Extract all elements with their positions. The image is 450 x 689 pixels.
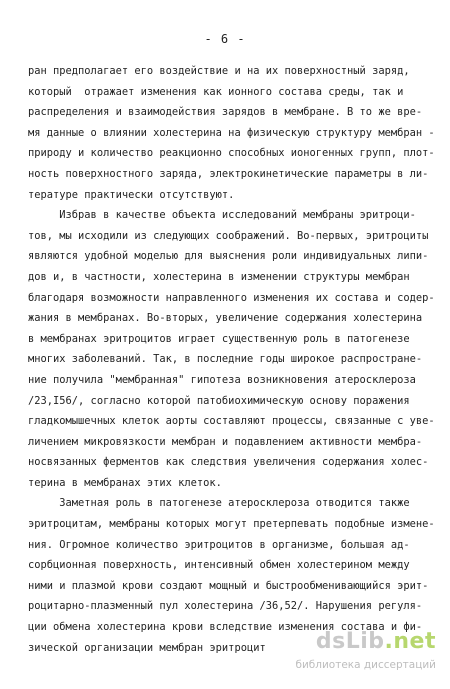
text-line: распределения и взаимодействия зарядов в мембране. В то же вре- (28, 106, 423, 119)
text-line: ции обмена холестерина крови вследствие изменения состава и фи- (28, 621, 423, 634)
text-line: /23,I56/, согласно которой патобиохимическую основу поражения (28, 394, 410, 407)
text-line: тературе практически отсутствуют. (28, 188, 235, 201)
text-line: многих заболеваний. Так, в последние годы широкое распростране- (28, 353, 423, 366)
text-line: зической организации мембран эритроцит (28, 641, 266, 654)
text-line: ние получила "мембранная" гипотеза возникновения атеросклероза (28, 373, 416, 386)
watermark (295, 629, 436, 679)
text-line: ния. Огромное количество эритроцитов в организме, большая ад- (28, 538, 410, 551)
text-line: ними и плазмой крови создают мощный и быстрообменивающийся эрит- (28, 579, 429, 592)
text-line: жания в мембранах. Во-вторых, увеличение содержания холестерина (28, 312, 423, 325)
text-line: природу и количество реакционно способных ионогенных групп, плот- (28, 147, 435, 160)
text-line: дов и, в частности, холестерина в изменении структуры мембран (28, 270, 410, 283)
text-line: Заметная роль в патогенезе атеросклероза отводится также (28, 497, 410, 510)
watermark-logo-suffix: .net (384, 629, 436, 654)
text-line: сорбционная поверхность, интенсивный обмен холестерином между (28, 559, 410, 572)
text-line: благодаря возможности направленного изменения их состава и содер- (28, 291, 435, 304)
page-number: - 6 - (204, 32, 246, 46)
watermark-logo (316, 629, 436, 654)
text-line: мя данные о влиянии холестерина на физическую структуру мембран - (28, 126, 435, 139)
text-line: терина в мембранах этих клеток. (28, 476, 222, 489)
document-body (28, 61, 440, 658)
text-line: являются удобной моделью для выяснения роли индивидуальных липи- (28, 250, 429, 263)
text-line: роцитарно-плазменный пул холестерина /36,52/. Нарушения регуля- (28, 600, 423, 613)
text-line: Избрав в качестве объекта исследований мембраны эритроци- (28, 209, 416, 222)
text-line: который отражает изменения как ионного состава среды, так и (28, 85, 404, 98)
text-line: носвязанных ферментов как следствия увеличения содержания холес- (28, 456, 429, 469)
text-line: гладкомышечных клеток аорты составляют процессы, связанные с уве- (28, 415, 435, 428)
text-line: в мембранах эритроцитов играет существенную роль в патогенезе (28, 332, 410, 345)
text-line: тов, мы исходили из следующих соображений. Во-первых, эритроциты (28, 229, 429, 242)
text-line: ность поверхностного заряда, электрокинетические параметры в ли- (28, 167, 429, 180)
text-line: эритроцитам, мембраны которых могут претерпевать подобные измене- (28, 518, 435, 531)
text-line: личением микровязкости мембран и подавлением активности мембра- (28, 435, 423, 448)
watermark-logo-main: dsLib (315, 629, 385, 654)
watermark-caption: библиотека диссертаций (295, 659, 436, 671)
text-line: ран предполагает его воздействие и на их поверхностный заряд, (28, 65, 410, 77)
